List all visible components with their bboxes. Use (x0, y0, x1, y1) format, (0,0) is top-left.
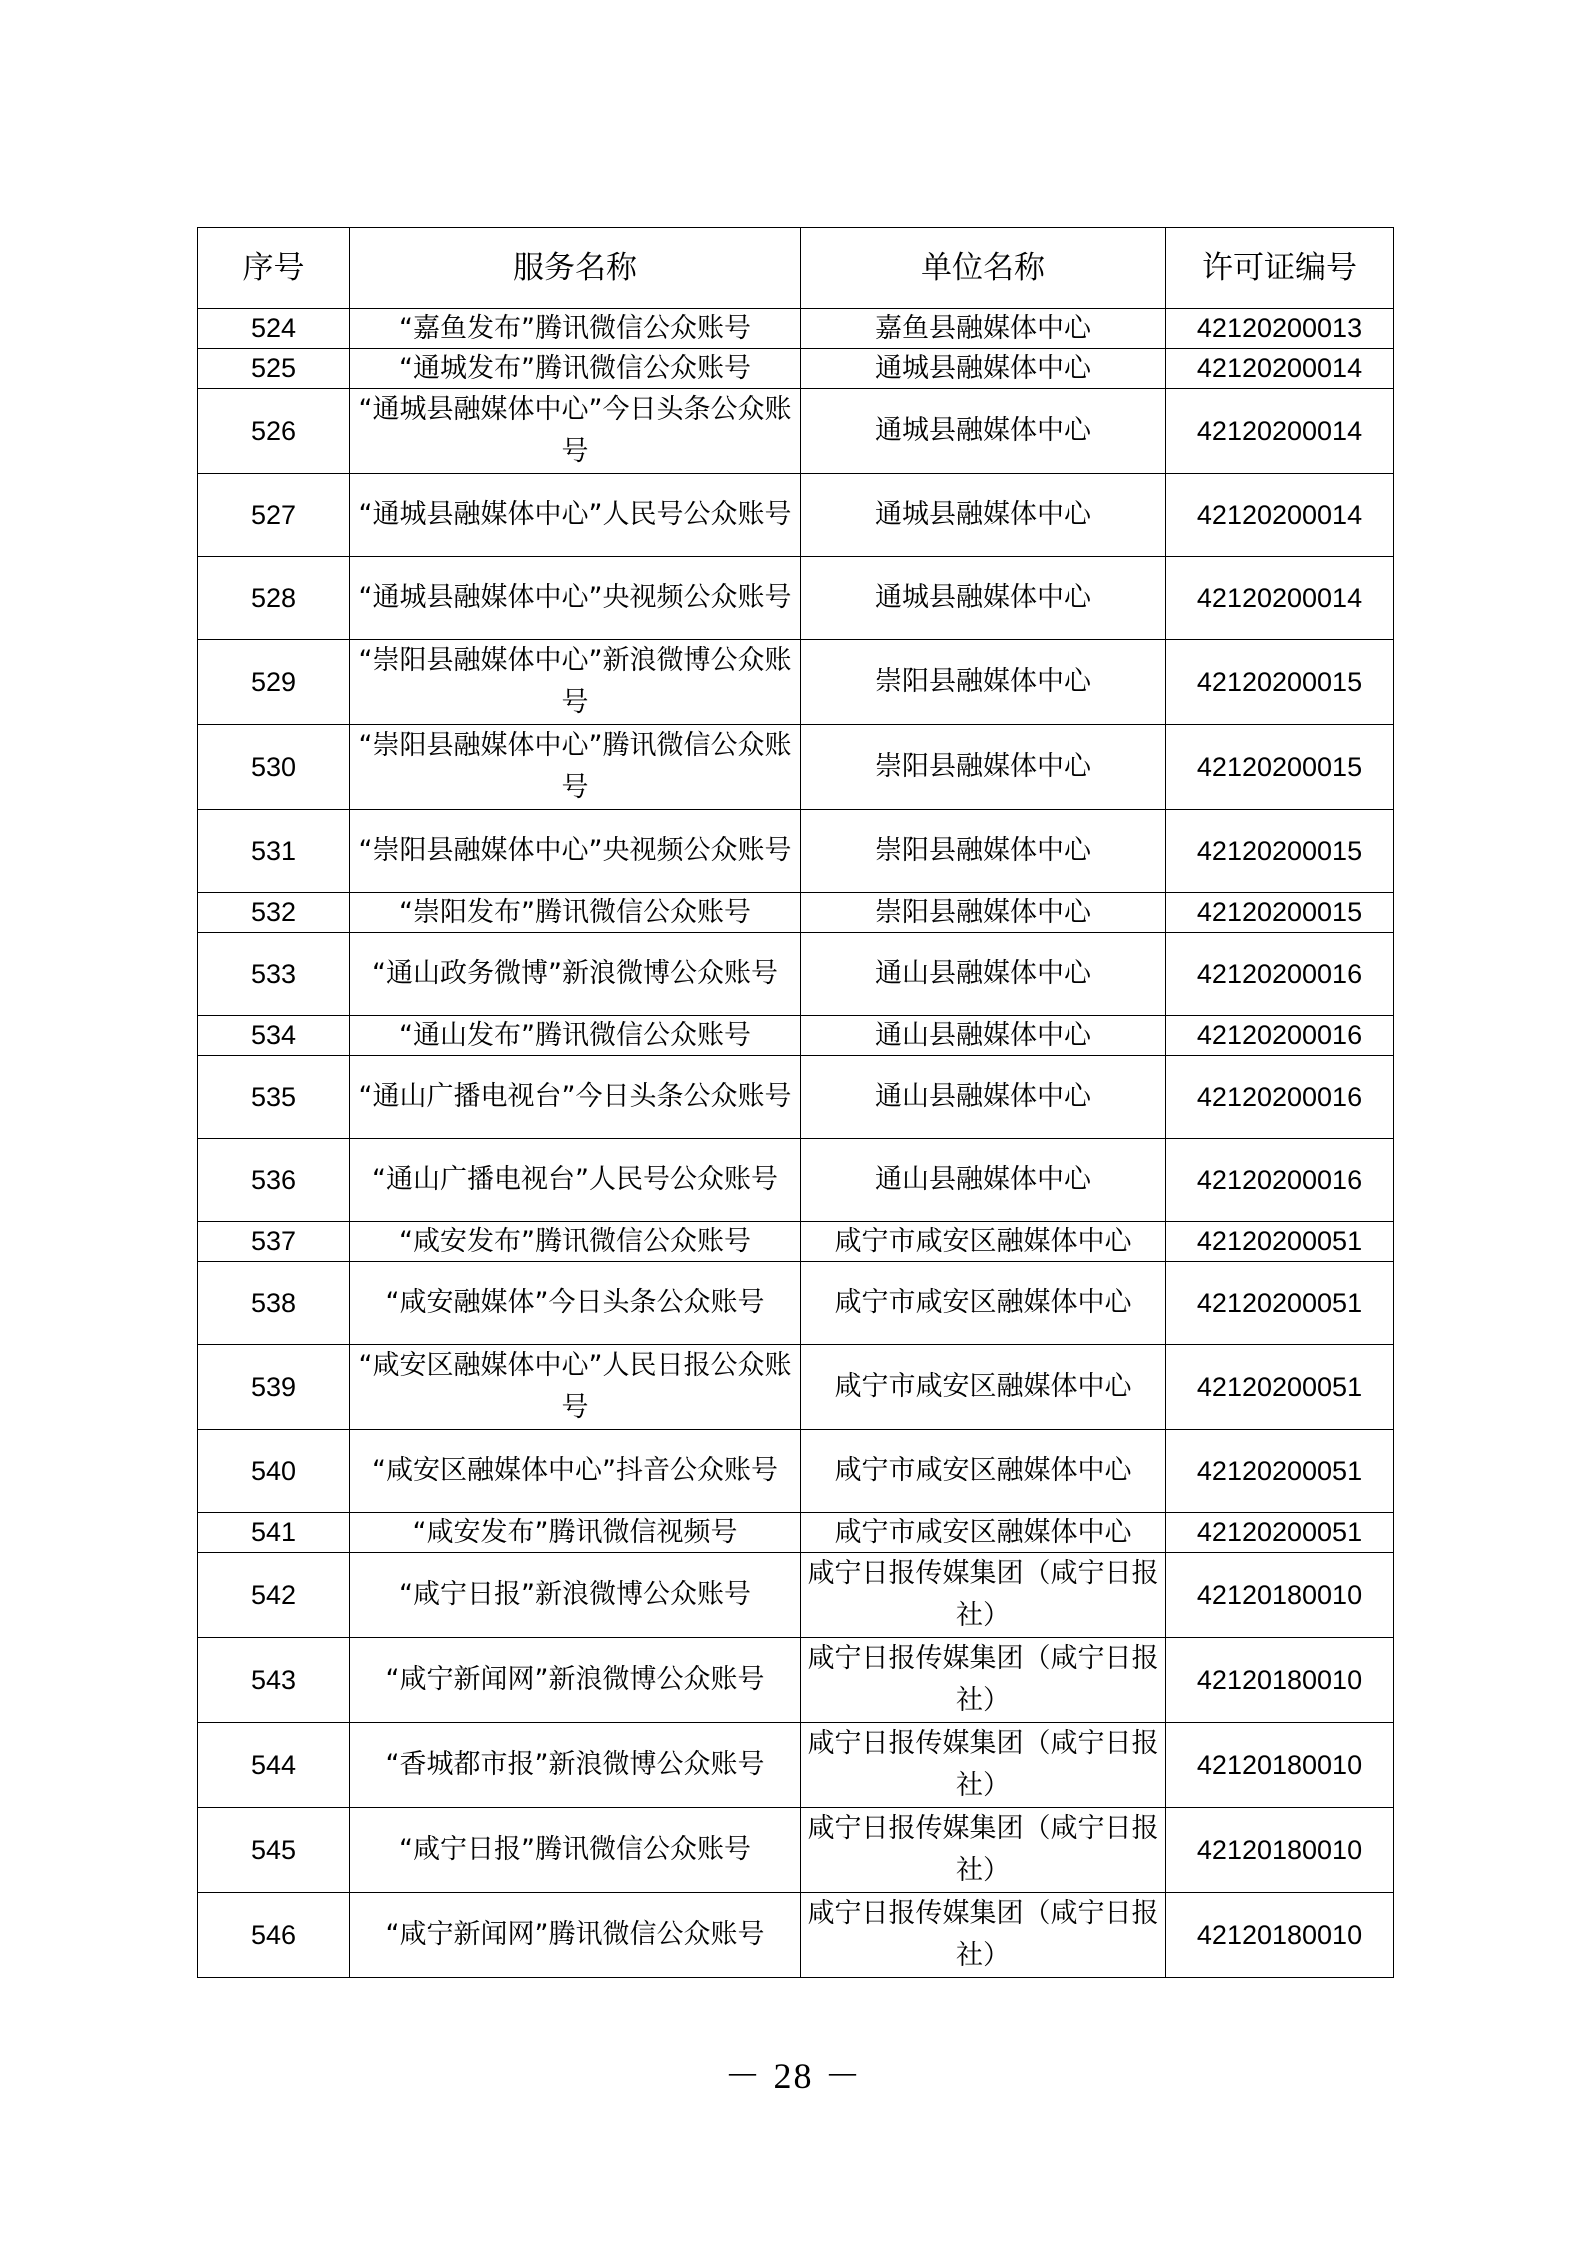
cell-license-number: 42120180010 (1166, 1553, 1394, 1638)
header-unit-name: 单位名称 (801, 228, 1166, 309)
cell-license-number: 42120200015 (1166, 810, 1394, 893)
cell-unit-name: 通山县融媒体中心 (801, 1056, 1166, 1139)
table-row (198, 1893, 1394, 1978)
cell-seq: 531 (198, 810, 350, 893)
cell-service-name: “咸宁新闻网”腾讯微信公众账号 (350, 1893, 801, 1978)
cell-license-number: 42120200016 (1166, 1016, 1394, 1056)
table-row (198, 1016, 1394, 1056)
cell-seq: 539 (198, 1345, 350, 1430)
cell-license-number: 42120180010 (1166, 1808, 1394, 1893)
cell-service-name: “咸宁日报”新浪微博公众账号 (350, 1553, 801, 1638)
cell-license-number: 42120200014 (1166, 557, 1394, 640)
table-row (198, 1056, 1394, 1139)
cell-service-name: “咸安融媒体”今日头条公众账号 (350, 1262, 801, 1345)
cell-service-name: “咸宁日报”腾讯微信公众账号 (350, 1808, 801, 1893)
table-body (198, 309, 1394, 1978)
cell-seq: 529 (198, 640, 350, 725)
cell-service-name: “通城县融媒体中心”央视频公众账号 (350, 557, 801, 640)
cell-seq: 540 (198, 1430, 350, 1513)
cell-license-number: 42120200013 (1166, 309, 1394, 349)
table-row (198, 1808, 1394, 1893)
cell-service-name: “香城都市报”新浪微博公众账号 (350, 1723, 801, 1808)
table-row (198, 1139, 1394, 1222)
cell-seq: 526 (198, 389, 350, 474)
cell-unit-name: 咸宁市咸安区融媒体中心 (801, 1222, 1166, 1262)
cell-service-name: “崇阳发布”腾讯微信公众账号 (350, 893, 801, 933)
cell-seq: 533 (198, 933, 350, 1016)
cell-unit-name: 通山县融媒体中心 (801, 933, 1166, 1016)
cell-license-number: 42120200016 (1166, 1139, 1394, 1222)
cell-unit-name: 咸宁日报传媒集团（咸宁日报社） (801, 1723, 1166, 1808)
cell-service-name: “通山政务微博”新浪微博公众账号 (350, 933, 801, 1016)
table-row (198, 1430, 1394, 1513)
cell-license-number: 42120180010 (1166, 1638, 1394, 1723)
table-row (198, 309, 1394, 349)
table-row (198, 474, 1394, 557)
cell-license-number: 42120200051 (1166, 1222, 1394, 1262)
cell-license-number: 42120200015 (1166, 640, 1394, 725)
cell-seq: 545 (198, 1808, 350, 1893)
cell-service-name: “嘉鱼发布”腾讯微信公众账号 (350, 309, 801, 349)
cell-service-name: “崇阳县融媒体中心”新浪微博公众账号 (350, 640, 801, 725)
cell-seq: 527 (198, 474, 350, 557)
cell-seq: 528 (198, 557, 350, 640)
cell-service-name: “通城县融媒体中心”今日头条公众账号 (350, 389, 801, 474)
cell-license-number: 42120200016 (1166, 933, 1394, 1016)
cell-service-name: “通山广播电视台”人民号公众账号 (350, 1139, 801, 1222)
cell-unit-name: 咸宁市咸安区融媒体中心 (801, 1262, 1166, 1345)
cell-unit-name: 崇阳县融媒体中心 (801, 640, 1166, 725)
cell-seq: 544 (198, 1723, 350, 1808)
cell-license-number: 42120200051 (1166, 1345, 1394, 1430)
cell-license-number: 42120180010 (1166, 1893, 1394, 1978)
cell-service-name: “通山广播电视台”今日头条公众账号 (350, 1056, 801, 1139)
cell-unit-name: 崇阳县融媒体中心 (801, 893, 1166, 933)
cell-seq: 525 (198, 349, 350, 389)
cell-license-number: 42120200014 (1166, 349, 1394, 389)
cell-seq: 535 (198, 1056, 350, 1139)
cell-seq: 532 (198, 893, 350, 933)
cell-license-number: 42120200015 (1166, 893, 1394, 933)
cell-service-name: “崇阳县融媒体中心”央视频公众账号 (350, 810, 801, 893)
cell-unit-name: 嘉鱼县融媒体中心 (801, 309, 1166, 349)
cell-seq: 524 (198, 309, 350, 349)
table-row (198, 893, 1394, 933)
table-row (198, 1513, 1394, 1553)
cell-service-name: “咸宁新闻网”新浪微博公众账号 (350, 1638, 801, 1723)
cell-unit-name: 咸宁日报传媒集团（咸宁日报社） (801, 1808, 1166, 1893)
cell-license-number: 42120200014 (1166, 474, 1394, 557)
cell-unit-name: 通城县融媒体中心 (801, 474, 1166, 557)
header-seq: 序号 (198, 228, 350, 309)
cell-service-name: “崇阳县融媒体中心”腾讯微信公众账号 (350, 725, 801, 810)
cell-unit-name: 咸宁市咸安区融媒体中心 (801, 1430, 1166, 1513)
cell-service-name: “咸安区融媒体中心”抖音公众账号 (350, 1430, 801, 1513)
cell-unit-name: 咸宁市咸安区融媒体中心 (801, 1513, 1166, 1553)
cell-unit-name: 通城县融媒体中心 (801, 349, 1166, 389)
table-row (198, 725, 1394, 810)
table-row (198, 1222, 1394, 1262)
table-row (198, 933, 1394, 1016)
cell-seq: 542 (198, 1553, 350, 1638)
header-service-name: 服务名称 (350, 228, 801, 309)
cell-service-name: “咸安发布”腾讯微信公众账号 (350, 1222, 801, 1262)
cell-service-name: “咸安发布”腾讯微信视频号 (350, 1513, 801, 1553)
cell-seq: 546 (198, 1893, 350, 1978)
cell-license-number: 42120180010 (1166, 1723, 1394, 1808)
table-row (198, 1638, 1394, 1723)
license-table (197, 227, 1394, 1978)
table-row (198, 557, 1394, 640)
cell-service-name: “通城县融媒体中心”人民号公众账号 (350, 474, 801, 557)
cell-license-number: 42120200051 (1166, 1513, 1394, 1553)
cell-unit-name: 咸宁日报传媒集团（咸宁日报社） (801, 1553, 1166, 1638)
table-row (198, 1262, 1394, 1345)
cell-seq: 536 (198, 1139, 350, 1222)
cell-unit-name: 通城县融媒体中心 (801, 557, 1166, 640)
cell-license-number: 42120200014 (1166, 389, 1394, 474)
cell-unit-name: 咸宁日报传媒集团（咸宁日报社） (801, 1638, 1166, 1723)
cell-unit-name: 咸宁日报传媒集团（咸宁日报社） (801, 1893, 1166, 1978)
cell-service-name: “咸安区融媒体中心”人民日报公众账号 (350, 1345, 801, 1430)
cell-license-number: 42120200015 (1166, 725, 1394, 810)
page-number: － 28 － (724, 2056, 863, 2096)
cell-unit-name: 咸宁市咸安区融媒体中心 (801, 1345, 1166, 1430)
cell-unit-name: 通城县融媒体中心 (801, 389, 1166, 474)
cell-seq: 543 (198, 1638, 350, 1723)
table-row (198, 349, 1394, 389)
cell-seq: 537 (198, 1222, 350, 1262)
cell-seq: 530 (198, 725, 350, 810)
cell-service-name: “通城发布”腾讯微信公众账号 (350, 349, 801, 389)
cell-license-number: 42120200051 (1166, 1262, 1394, 1345)
cell-seq: 541 (198, 1513, 350, 1553)
cell-unit-name: 崇阳县融媒体中心 (801, 810, 1166, 893)
table-row (198, 640, 1394, 725)
cell-unit-name: 崇阳县融媒体中心 (801, 725, 1166, 810)
header-license-number: 许可证编号 (1166, 228, 1394, 309)
cell-unit-name: 通山县融媒体中心 (801, 1016, 1166, 1056)
table-header-row (198, 228, 1394, 309)
table-row (198, 389, 1394, 474)
table-row (198, 1345, 1394, 1430)
cell-license-number: 42120200051 (1166, 1430, 1394, 1513)
cell-seq: 534 (198, 1016, 350, 1056)
table-row (198, 810, 1394, 893)
cell-unit-name: 通山县融媒体中心 (801, 1139, 1166, 1222)
table-row (198, 1553, 1394, 1638)
cell-license-number: 42120200016 (1166, 1056, 1394, 1139)
table-row (198, 1723, 1394, 1808)
cell-service-name: “通山发布”腾讯微信公众账号 (350, 1016, 801, 1056)
cell-seq: 538 (198, 1262, 350, 1345)
